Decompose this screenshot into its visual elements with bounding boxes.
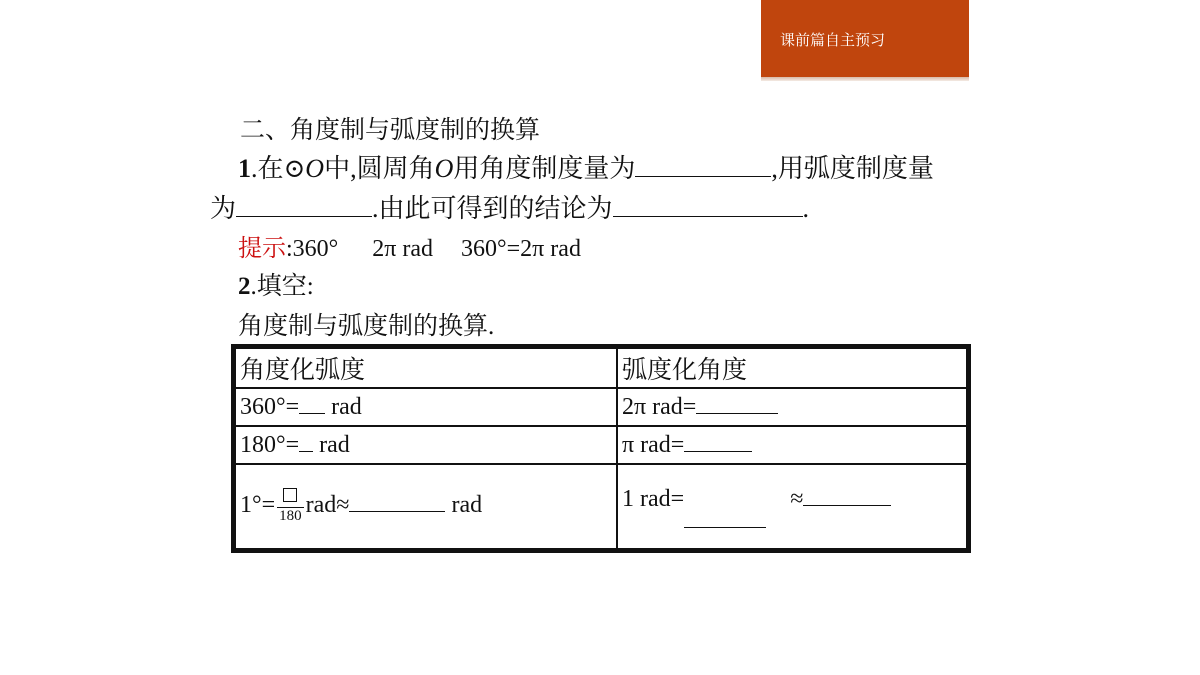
- header-deg-to-rad: 角度化弧度: [235, 348, 617, 388]
- question-1-number: 1: [238, 154, 251, 183]
- cell-text: rad≈: [305, 492, 350, 519]
- q1-text-c: 用角度制度量为: [453, 154, 636, 183]
- q1-text-e: 为: [210, 194, 237, 223]
- q1-text-d: ,用弧度制度量: [771, 154, 934, 183]
- cell-180-deg: [235, 426, 617, 464]
- cell-text: 2π rad=: [622, 393, 697, 420]
- blank-180[interactable]: [299, 433, 313, 452]
- q1-text-g: .: [802, 194, 810, 223]
- conversion-table: [231, 344, 971, 553]
- fraction-denominator: 180: [279, 508, 302, 524]
- blank-pi[interactable]: [684, 433, 752, 452]
- cell-1-rad: [617, 464, 967, 549]
- q1-text-f: .由此可得到的结论为: [372, 194, 613, 223]
- cell-unit: rad: [331, 393, 362, 420]
- question-1-line-1: [238, 148, 934, 185]
- cell-360-deg: [235, 388, 617, 426]
- cell-unit: rad: [319, 431, 350, 458]
- cell-pi-rad: [617, 426, 967, 464]
- cell-unit: rad: [451, 492, 483, 519]
- blank-1-rad[interactable]: [803, 487, 891, 506]
- cell-text: 1 rad=: [622, 485, 685, 512]
- table-row: [235, 464, 967, 549]
- cell-1-deg: [235, 464, 617, 549]
- q2-text: .填空:: [250, 273, 314, 300]
- blank-conclusion[interactable]: [613, 194, 803, 217]
- q1-text-a: .在⊙: [251, 154, 306, 183]
- table-row: [235, 426, 967, 464]
- hint-label: 提示: [238, 234, 286, 262]
- question-2-number: 2: [238, 273, 251, 300]
- circle-var: O: [305, 154, 325, 183]
- fraction: [277, 488, 304, 525]
- cell-text: π rad=: [622, 431, 685, 458]
- blank-1-deg[interactable]: [349, 493, 445, 512]
- blank-360[interactable]: [299, 395, 325, 414]
- q1-text-b: 中,圆周角: [324, 154, 435, 183]
- tab-shadow: [761, 77, 969, 81]
- question-2-line: [238, 266, 314, 302]
- blank-radian[interactable]: [236, 194, 372, 217]
- cell-text: ≈: [790, 485, 804, 512]
- cell-text: 1°=: [240, 492, 276, 519]
- header-rad-to-deg: 弧度化角度: [617, 348, 967, 388]
- section-tab[interactable]: 课前篇自主预习: [761, 0, 969, 77]
- pi-placeholder-icon: [283, 488, 297, 502]
- cell-text: 360°=: [240, 393, 300, 420]
- hint-colon: :: [286, 236, 293, 262]
- section-heading: 二、角度制与弧度制的换算: [240, 115, 541, 144]
- cell-text: 180°=: [240, 431, 300, 458]
- hint-answer-1: 360°: [292, 236, 339, 262]
- blank-degree[interactable]: [635, 154, 771, 177]
- table-header-row: [235, 348, 967, 388]
- angle-var: O: [434, 154, 454, 183]
- blank-1-rad-fraction[interactable]: [684, 487, 766, 528]
- hint-answer-3: 360°=2π rad: [461, 236, 581, 262]
- table-row: [235, 388, 967, 426]
- table-subtitle: 角度制与弧度制的换算.: [238, 313, 495, 340]
- cell-2pi-rad: [617, 388, 967, 426]
- hint-line: [238, 228, 581, 263]
- blank-2pi[interactable]: [696, 395, 778, 414]
- question-1-line-2: [210, 188, 809, 225]
- hint-answer-2: 2π rad: [372, 236, 434, 262]
